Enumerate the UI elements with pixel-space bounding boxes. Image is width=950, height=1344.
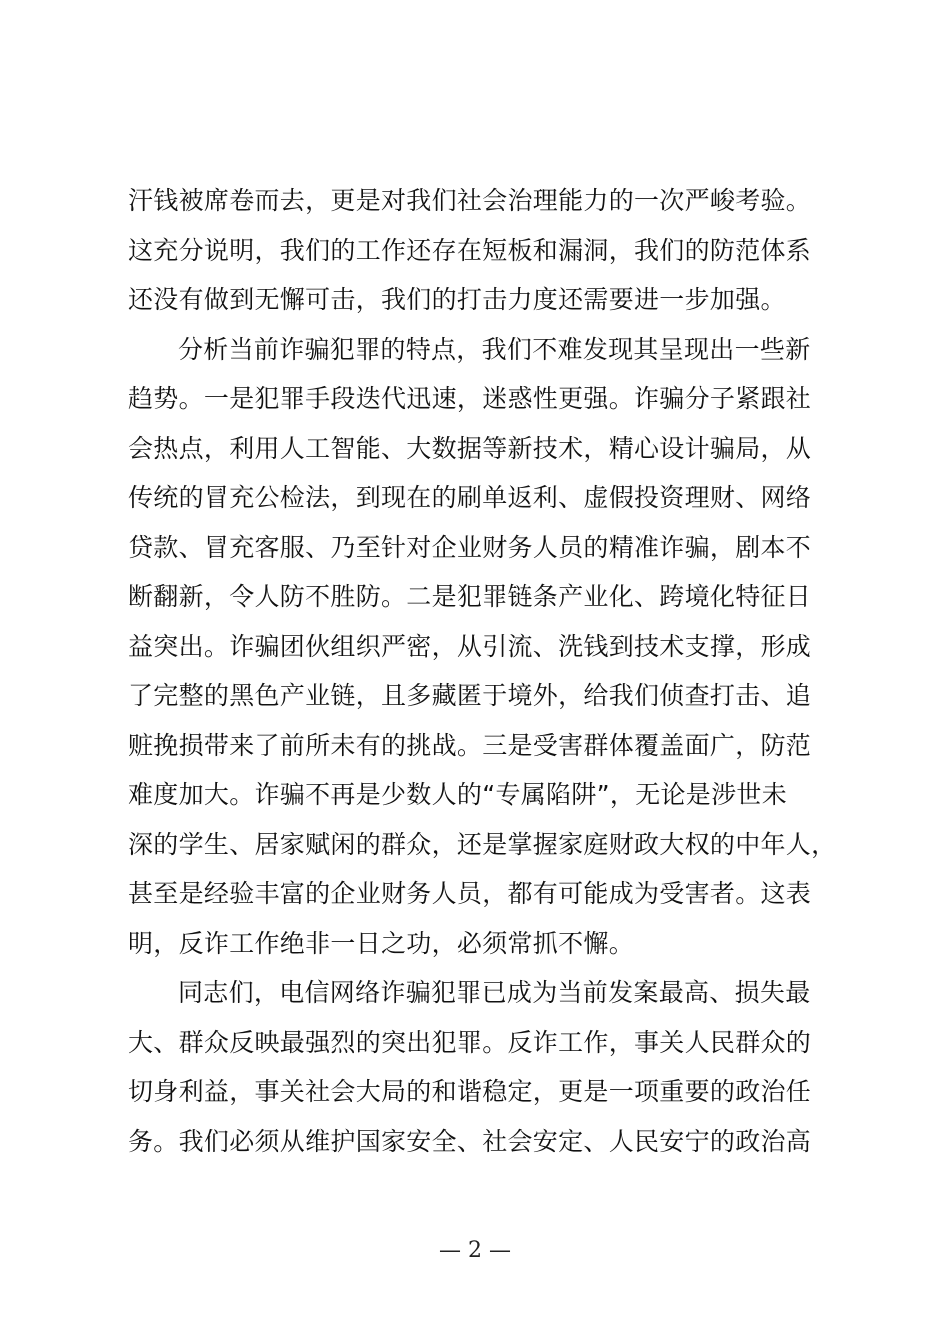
page-number: — 2 — [439,1238,511,1263]
paragraph-2 [128,325,837,969]
text-line: 难度加大。诈骗不再是少数人的“专属陷阱”，无论是涉世未 [128,780,788,809]
text-line: 了完整的黑色产业链，且多藏匿于境外，给我们侦查打击、追 [128,681,812,710]
text-line: 这充分说明，我们的工作还存在短板和漏洞，我们的防范体系 [128,235,812,265]
document-body [128,176,837,1166]
text-line: 贷款、冒充客服、乃至针对企业财务人员的精准诈骗，剧本不 [128,532,812,562]
text-line: 趋势。一是犯罪手段迭代迅速，迷惑性更强。诈骗分子紧跟社 [128,384,812,413]
paragraph-1 [128,176,834,325]
text-line: 断翻新，令人防不胜防。二是犯罪链条产业化、跨境化特征日 [128,582,812,611]
paragraph-3 [128,968,834,1166]
text-line: 益突出。诈骗团伙组织严密，从引流、洗钱到技术支撑，形成 [128,631,812,661]
text-line: 赃挽损带来了前所未有的挑战。三是受害群体覆盖面广，防范 [128,730,812,760]
text-line: 同志们，电信网络诈骗犯罪已成为当前发案最高、损失最 [178,978,811,1007]
text-line: 切身利益，事关社会大局的和谐稳定，更是一项重要的政治任 [128,1077,812,1106]
text-line: 分析当前诈骗犯罪的特点，我们不难发现其呈现出一些新 [178,334,811,364]
text-line: 甚至是经验丰富的企业财务人员，都有可能成为受害者。这表 [128,879,812,908]
text-line: 明，反诈工作绝非一日之功，必须常抓不懈。 [128,928,635,958]
text-line: 大、群众反映最强烈的突出犯罪。反诈工作，事关人民群众的 [128,1027,812,1057]
text-line: 汗钱被席卷而去，更是对我们社会治理能力的一次严峻考验。 [128,186,812,215]
text-line: 深的学生、居家赋闲的群众，还是掌握家庭财政大权的中年人， [128,829,837,859]
text-line: 务。我们必须从维护国家安全、社会安定、人民安宁的政治高 [128,1126,812,1156]
text-line: 传统的冒充公检法，到现在的刷单返利、虚假投资理财、网络 [128,483,812,512]
text-line: 还没有做到无懈可击，我们的打击力度还需要进一步加强。 [128,285,786,314]
text-line: 会热点，利用人工智能、大数据等新技术，精心设计骗局，从 [128,433,812,463]
